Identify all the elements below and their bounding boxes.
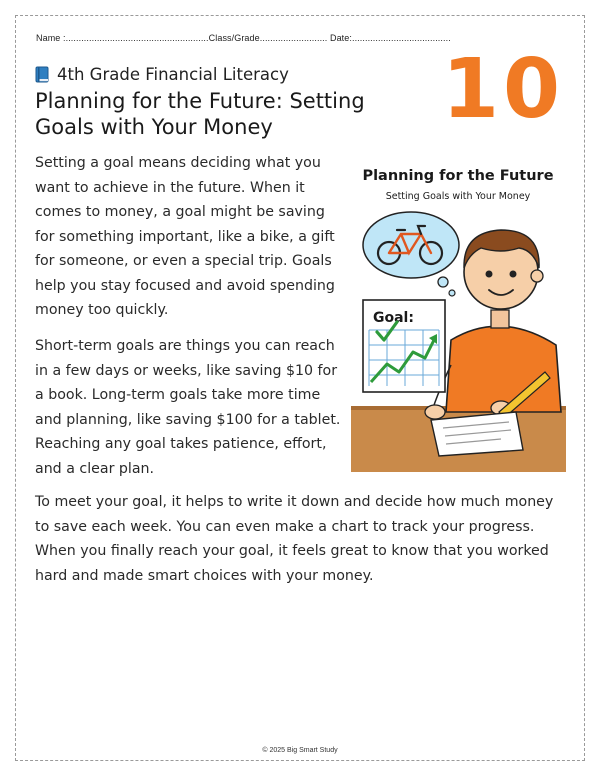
paragraph-1: Setting a goal means deciding what you want to achieve in the future. When it comes to money, a goal might be saving for something important, like a bike, a gift for someone, or even a special trip. Goals help you stay focused and avoid spending money too quickly. xyxy=(35,155,335,318)
illustration-subtitle: Setting Goals with Your Money xyxy=(385,191,531,202)
illustration-title: Planning for the Future xyxy=(362,168,554,184)
page-number: 10 xyxy=(442,42,565,137)
paper-on-desk xyxy=(431,412,523,456)
boy-writing-goal-illustration xyxy=(351,150,566,472)
goal-chart xyxy=(363,300,445,392)
paragraph-2: Short-term goals are things you can reach in a few days or weeks, like saving $10 for a book. Long-term goals take more time and planning, like saving $100 for a tablet. Reaching any goal takes patience, effort, and a clear plan. xyxy=(35,338,341,477)
goal-label: Goal: xyxy=(373,310,414,326)
copyright-footer: © 2025 Big Smart Study xyxy=(262,747,338,754)
book-icon xyxy=(35,66,50,83)
grade-subtitle xyxy=(35,65,289,84)
name-class-date-line: Name :.......................................................Class/Grade.......................... Date:...................................... xyxy=(36,33,451,43)
paragraph-3: To meet your goal, it helps to write it down and decide how much money to save each week. You can even make a chart to track your progress. When you finally reach your goal, it feels great to know that you worked hard and made smart choices with your money. xyxy=(35,494,554,584)
subtitle-text: 4th Grade Financial Literacy xyxy=(57,65,289,84)
page-title: Planning for the Future: Setting Goals with Your Money xyxy=(35,89,365,139)
